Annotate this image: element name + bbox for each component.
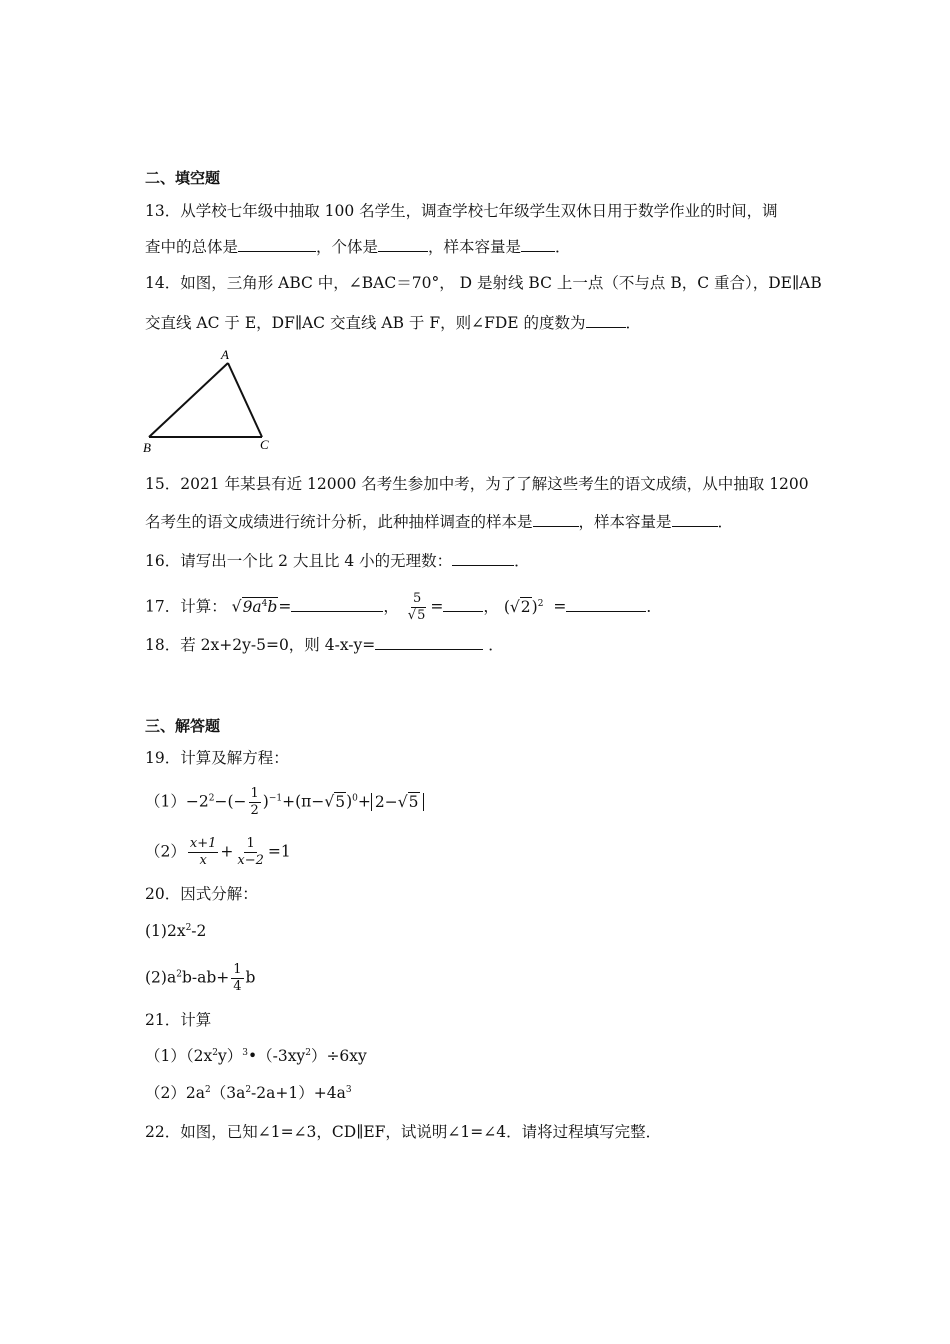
label-a: A (221, 347, 229, 362)
q17-blank2[interactable] (443, 596, 483, 612)
q17-blank1[interactable] (291, 596, 383, 612)
q13-line1: 13．从学校七年级中抽取 100 名学生，调查学校七年级学生双休日用于数学作业的时间，调 (145, 202, 778, 220)
q18-text: 18．若 2x+2y-5=0，则 4-x-y= (145, 636, 376, 654)
q13-text-a: 查中的总体是 (145, 238, 239, 256)
q17-sep2: ， (483, 597, 499, 616)
q17-eq2: = (430, 597, 444, 616)
q17-blank3[interactable] (566, 596, 646, 612)
q20-part1: $(1)2x^2-2$ (145, 922, 207, 940)
q22-line: 22．如图，已知∠1=∠3，CD∥EF，试说明∠1=∠4．请将过程填写完整． (145, 1123, 662, 1141)
q16-blank[interactable] (452, 550, 514, 566)
q13-text-b: ，个体是 (316, 238, 379, 256)
edge-ac (228, 363, 262, 437)
q15-text-b: ，样本容量是 (578, 513, 672, 531)
q19-part2: （2） $\frac{x+1}{x}$ + $\frac{1}{x-2}$ =1 (145, 836, 291, 868)
q20-title: 20．因式分解： (145, 885, 258, 903)
q21-title: 21．计算 (145, 1011, 212, 1029)
q19-part1: $(1)-2^2-(-$ $\frac{1}{2}$ )$^{-1}+(\pi-√5)^0+ 2-√5$ (145, 786, 424, 819)
label-c: C (260, 437, 269, 452)
q16-end: ． (514, 552, 530, 570)
q14-line2 (145, 312, 641, 333)
q16-line (145, 550, 530, 571)
q17-fraction: $\frac{5}{√5}$ (407, 591, 426, 623)
edge-ab (149, 363, 228, 437)
q13-text-c: ，样本容量是 (428, 238, 522, 256)
q13-text-d: ． (555, 238, 571, 256)
q17-expr1: $√9a^4b$ (231, 597, 278, 616)
q15-blank-sample[interactable] (533, 511, 579, 527)
q13-blank-sample-size[interactable] (521, 236, 555, 252)
q15-text-a: 名考生的语文成绩进行统计分析，此种抽样调查的样本是 (145, 513, 533, 531)
q19-title: 19．计算及解方程： (145, 749, 289, 767)
q18-end: ． (483, 636, 504, 654)
q15-text-c: ． (717, 513, 734, 531)
q13-line2 (145, 236, 571, 257)
q16-text: 16．请写出一个比 2 大且比 4 小的无理数： (145, 552, 453, 570)
label-b: B (143, 440, 151, 455)
q15-line2 (145, 511, 733, 532)
q17-eq3: = (553, 597, 567, 616)
q15-blank-sample-size[interactable] (672, 511, 718, 527)
q17-line (145, 591, 662, 624)
q13-blank-individual[interactable] (378, 236, 428, 252)
q21-part2: $(2)2a^2(3a^2-2a+1)+4a^3$ (145, 1084, 352, 1102)
q14-line1: 14．如图，三角形 ABC 中，∠BAC＝70°， D 是射线 BC 上一点（不与点 B，C 重合），DE∥AB (145, 274, 822, 292)
q20-part2: $(2)a^2b-ab+$ $\frac{1}{4}$ b (145, 962, 256, 994)
section-title-fill-in: 二、填空题 (145, 169, 221, 187)
q15-line1: 15．2021 年某县有近 12000 名考生参加中考，为了了解这些考生的语文成绩，从中抽取 1200 (145, 475, 809, 493)
q14-text: 交直线 AC 于 E，DF∥AC 交直线 AB 于 F，则∠FDE 的度数为 (145, 314, 586, 332)
triangle-abc-figure (140, 345, 280, 457)
q14-blank-angle[interactable] (586, 312, 626, 328)
q21-part1: $(1)(2x^2y)^3•(-3xy^2)\div 6xy$ (145, 1047, 367, 1065)
q17-end: ． (646, 597, 662, 616)
q17-sep1: ， (383, 597, 399, 616)
q18-line (145, 634, 504, 655)
section-title-answer: 三、解答题 (145, 717, 221, 735)
q17-eq1: = (278, 597, 292, 616)
q17-prefix: 17．计算： (145, 597, 227, 616)
q13-blank-population[interactable] (238, 236, 316, 252)
q17-expr3: $(√2)^2$ (503, 597, 544, 616)
q18-blank[interactable] (375, 634, 483, 650)
q14-end: ． (625, 314, 642, 332)
